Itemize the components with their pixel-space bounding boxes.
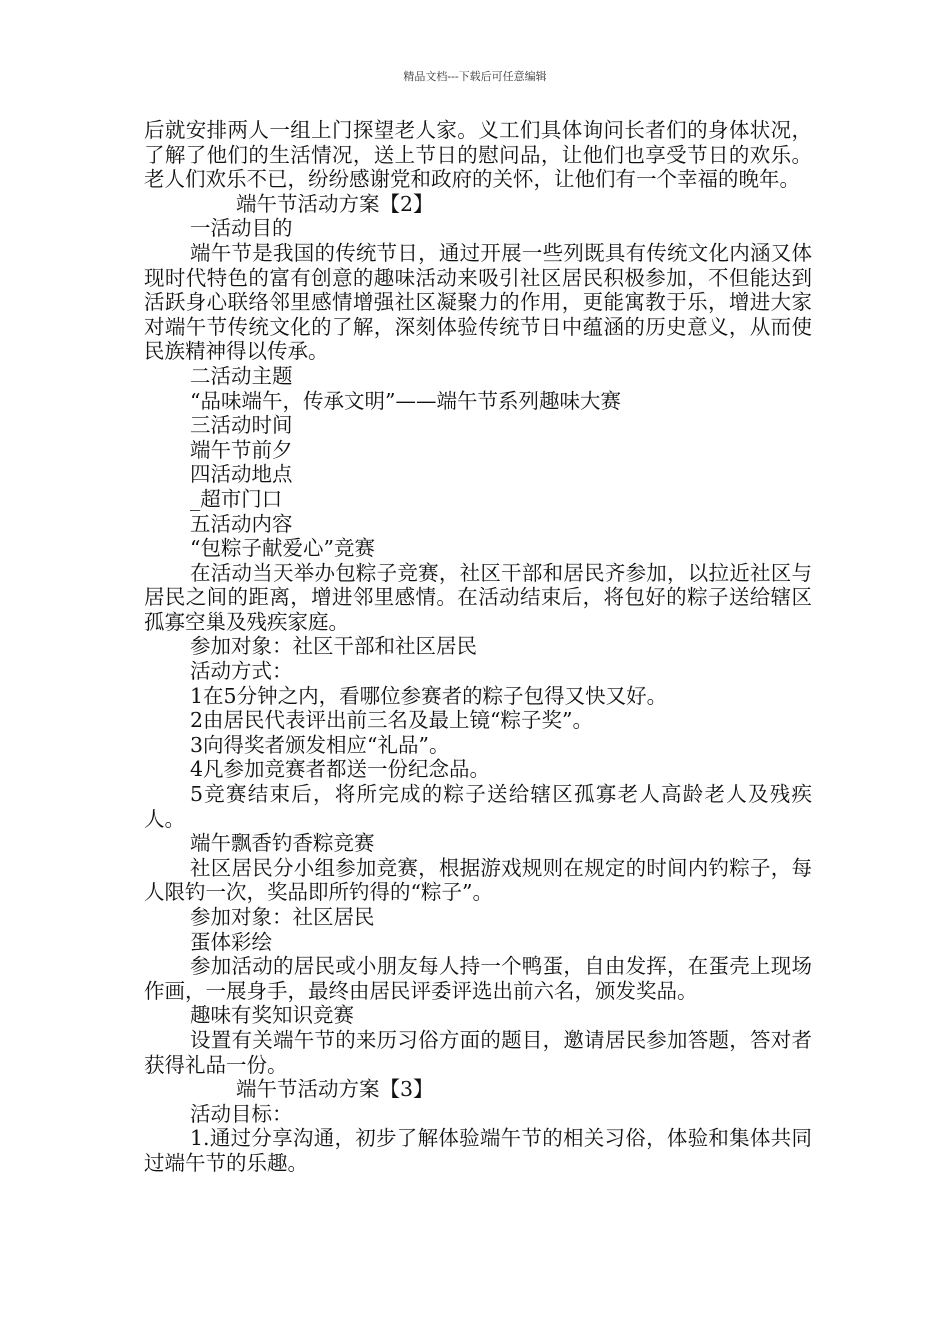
paragraph: 2由居民代表评出前三名及最上镜“粽子奖”。 — [190, 708, 594, 733]
paragraph: 3向得奖者颁发相应“礼品”。 — [190, 732, 450, 757]
page-header: 精品文档---下载后可任意编辑 — [403, 70, 547, 83]
paragraph: 端午节是我国的传统节日，通过开展一些列既具有传统文化内涵又体现时代特色的富有创意的趣味活动来吸引社区居民积极参加，不但能达到活跃身心联络邻里感情增强社区凝聚力的作用，更能寓教于乐，增进大家对端午节传统文化的了解，深刻体验传统节日中蕴涵的历史意义，从而使民族精神得以传承。 — [144, 240, 812, 364]
paragraph: 设置有关端午节的来历习俗方面的题目，邀请居民参加答题，答对者获得礼品一份。 — [144, 1027, 812, 1077]
paragraph: 端午节活动方案【3】 — [236, 1077, 434, 1102]
paragraph: 活动方式： — [190, 659, 293, 684]
paragraph: 端午飘香钓香粽竞赛 — [190, 831, 375, 856]
paragraph: 趣味有奖知识竞赛 — [190, 1003, 354, 1028]
paragraph: 五活动内容 — [190, 511, 293, 536]
paragraph: 端午节活动方案【2】 — [236, 191, 434, 216]
paragraph: 参加活动的居民或小朋友每人持一个鸭蛋，自由发挥，在蛋壳上现场作画，一展身手，最终由居民评委评选出前六名，颁发奖品。 — [144, 954, 812, 1003]
paragraph: 1.通过分享沟通，初步了解体验端午节的相关习俗，体验和集体共同过端午节的乐趣。 — [144, 1126, 812, 1175]
paragraph: 社区居民分小组参加竞赛，根据游戏规则在规定的时间内钓粽子，每人限钓一次，奖品即所钓得的“粽子”。 — [144, 855, 812, 905]
paragraph: 三活动时间 — [190, 413, 293, 438]
paragraph: “包粽子献爱心”竞赛 — [190, 536, 375, 561]
paragraph: 一活动目的 — [190, 216, 293, 241]
paragraph: 蛋体彩绘 — [190, 929, 272, 954]
paragraph: 端午节前夕 — [190, 437, 293, 462]
paragraph: 四活动地点 — [190, 462, 293, 487]
document-body — [144, 118, 812, 1176]
paragraph: 1在5分钟之内，看哪位参赛者的粽子包得又快又好。 — [190, 683, 668, 708]
paragraph: 4凡参加竞赛者都送一份纪念品。 — [190, 757, 491, 782]
paragraph: 在活动当天举办包粽子竞赛，社区干部和居民齐参加，以拉近社区与居民之间的距离，增进邻里感情。在活动结束后，将包好的粽子送给辖区孤寡空巢及残疾家庭。 — [144, 560, 812, 634]
paragraph: 5竞赛结束后，将所完成的粽子送给辖区孤寡老人高龄老人及残疾人。 — [144, 782, 812, 831]
paragraph: _超市门口 — [190, 486, 283, 511]
paragraph: 二活动主题 — [190, 363, 293, 388]
paragraph: “品味端午，传承文明”——端午节系列趣味大赛 — [190, 388, 621, 413]
paragraph: 参加对象：社区居民 — [190, 905, 375, 929]
paragraph: 活动目标： — [190, 1101, 293, 1126]
paragraph: 后就安排两人一组上门探望老人家。义工们具体询问长者们的身体状况，了解了他们的生活情况，送上节日的慰问品，让他们也享受节日的欢乐。老人们欢乐不已，纷纷感谢党和政府的关怀，让他们有一个幸福的晚年。 — [144, 118, 812, 192]
paragraph: 参加对象：社区干部和社区居民 — [190, 634, 477, 659]
